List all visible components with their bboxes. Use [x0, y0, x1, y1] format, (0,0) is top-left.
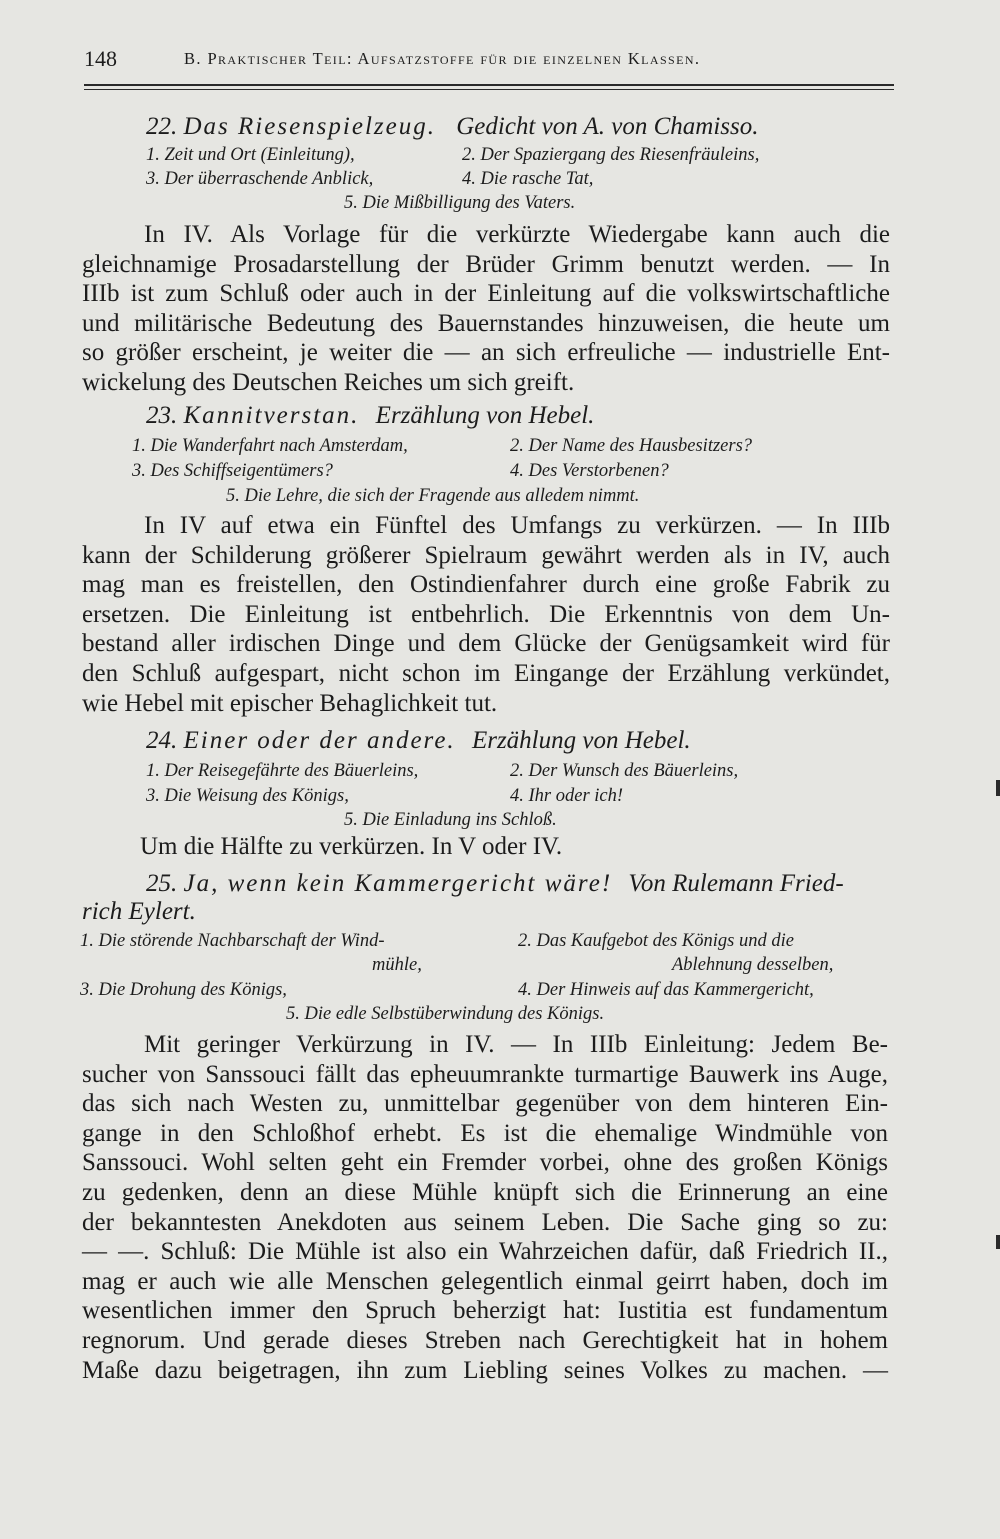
outline-item: 2. Der Spaziergang des Riesenfräuleins, — [462, 145, 760, 165]
outline-item: 5. Die edle Selbstüberwindung des Königs. — [286, 1004, 605, 1024]
outline-item: 3. Die Drohung des Königs, — [80, 980, 287, 1000]
outline-item: 5. Die Lehre, die sich der Fragende aus alledem nimmt. — [226, 486, 640, 506]
page-number: 148 — [84, 46, 117, 71]
outline-item: 5. Die Einladung ins Schloß. — [344, 810, 557, 830]
section-23-heading — [146, 402, 594, 430]
outline-item: 3. Die Weisung des Königs, — [146, 786, 349, 806]
section-title: Kannitverstan. — [183, 402, 360, 429]
section-title: Einer oder der andere. — [183, 727, 456, 754]
outline-item: 1. Die Wanderfahrt nach Amsterdam, — [132, 436, 408, 456]
text-line: Mit geringer Verkürzung in IV. — In IIIb Einleitung: Jedem Be- — [144, 1031, 888, 1058]
text-line: wesentlichen immer den Spruch beherzigt hat: Iustitia est fundamentum — [82, 1297, 888, 1325]
text-line: Sanssouci. Wohl selten geht ein Fremder vorbei, ohne des großen Königs — [82, 1149, 888, 1177]
running-title: B. Praktischer Teil: Aufsatzstoffe für die einzelnen Klassen. — [184, 49, 701, 68]
text-line: der bekanntesten Anekdoten aus seinem Leben. Die Sache ging so zu: — [82, 1208, 888, 1236]
outline-item: 2. Der Wunsch des Bäuerleins, — [510, 761, 739, 781]
outline-item: 3. Des Schiffseigentümers? — [132, 461, 333, 481]
text-line: sucher von Sanssouci fällt das epheuumrankte turmartige Bauwerk ins Auge, — [82, 1060, 888, 1088]
section-subtitle: Erzählung von Hebel. — [471, 727, 691, 754]
text-line: ersetzen. Die Einleitung ist entbehrlich. Die Erkenntnis von dem Un- — [82, 600, 890, 628]
outline-item: 2. Das Kaufgebot des Königs und die — [518, 931, 794, 951]
section-24-text: Um die Hälfte zu verkürzen. In V oder IV. — [140, 833, 563, 860]
text-line: wie Hebel mit epischer Behaglichkeit tut. — [82, 689, 498, 717]
text-line: In IV auf etwa ein Fünftel des Umfangs zu verkürzen. — In IIIb — [144, 512, 890, 539]
text-line: gleichnamige Prosadarstellung der Brüder Grimm benutzt werden. — In — [82, 250, 890, 278]
outline-item: 4. Die rasche Tat, — [462, 169, 594, 189]
page-edge-mark — [996, 780, 1000, 796]
section-number: 24. — [146, 727, 178, 754]
text-line: kann der Schilderung größerer Spielraum gewährt werden als in IV, auch — [82, 541, 890, 569]
section-25-heading — [146, 870, 844, 898]
section-23-text — [82, 511, 890, 718]
section-24-heading — [146, 727, 691, 755]
header-rule — [84, 84, 894, 86]
outline-item: 4. Ihr oder ich! — [510, 786, 624, 806]
text-line: bestand aller irdischen Dinge und dem Glücke der Genügsamkeit wird für — [82, 630, 890, 658]
text-line: regnorum. Und gerade dieses Streben nach Gerechtigkeit hat in hohem — [82, 1326, 888, 1354]
section-25-text — [82, 1030, 888, 1385]
section-subtitle: Von Rulemann Fried- — [628, 870, 844, 897]
outline-item: 2. Der Name des Hausbesitzers? — [510, 436, 753, 456]
text-line: Maße dazu beigetragen, ihn zum Liebling seines Volkes zu machen. — — [82, 1356, 888, 1384]
text-line: zu gedenken, denn an diese Mühle knüpft sich die Erinnerung an eine — [82, 1178, 888, 1206]
text-line: und militärische Bedeutung des Bauernstandes hinzuweisen, die heute um — [82, 309, 890, 337]
text-line: — —. Schluß: Die Mühle ist also ein Wahrzeichen dafür, daß Friedrich II., — [82, 1238, 888, 1266]
section-22-heading — [146, 113, 759, 141]
text-line: IIIb ist zum Schluß oder auch in der Einleitung auf die volkswirtschaftliche — [82, 280, 890, 308]
section-number: 22. — [146, 113, 178, 140]
outline-item: 5. Die Mißbilligung des Vaters. — [344, 193, 576, 213]
text-line: gange in den Schloßhof erhebt. Es ist die ehemalige Windmühle von — [82, 1119, 888, 1147]
text-line: wickelung des Deutschen Reiches um sich greift. — [82, 368, 575, 396]
header-rule-thin — [84, 89, 894, 90]
text-line: den Schluß aufgespart, nicht schon im Eingange der Erzählung verkündet, — [82, 659, 890, 687]
section-title: Ja, wenn kein Kammergericht wäre! — [183, 870, 613, 897]
section-22-text — [82, 220, 890, 398]
text-line: mag er auch wie alle Menschen gelegentlich einmal geirrt haben, doch im — [82, 1267, 888, 1295]
section-subtitle: Erzählung von Hebel. — [375, 402, 595, 429]
outline-item: 1. Die störende Nachbarschaft der Wind- — [80, 931, 385, 951]
outline-item: Ablehnung desselben, — [672, 955, 834, 975]
text-line: so größer erscheint, je weiter die — an sich erfreuliche — industrielle Ent- — [82, 339, 890, 367]
page-header — [84, 46, 894, 72]
text-line: mag man es freistellen, den Ostindienfahrer durch eine große Fabrik zu — [82, 571, 890, 599]
outline-item: 4. Der Hinweis auf das Kammergericht, — [518, 980, 814, 1000]
text-line: das sich nach Westen zu, unmittelbar gegenüber von dem hinteren Ein- — [82, 1090, 888, 1118]
section-title: Das Riesenspielzeug. — [183, 113, 436, 140]
section-number: 23. — [146, 402, 178, 429]
outline-item: 4. Des Verstorbenen? — [510, 461, 669, 481]
outline-item: mühle, — [372, 955, 422, 975]
outline-item: 3. Der überraschende Anblick, — [146, 169, 374, 189]
outline-item: 1. Zeit und Ort (Einleitung), — [146, 145, 355, 165]
section-number: 25. — [146, 870, 178, 897]
outline-item: 1. Der Reisegefährte des Bäuerleins, — [146, 761, 419, 781]
page-edge-mark — [996, 1235, 1000, 1249]
text-line: In IV. Als Vorlage für die verkürzte Wiedergabe kann auch die — [144, 221, 890, 248]
section-25-subtitle-cont: rich Eylert. — [82, 898, 196, 925]
section-subtitle: Gedicht von A. von Chamisso. — [456, 113, 759, 140]
